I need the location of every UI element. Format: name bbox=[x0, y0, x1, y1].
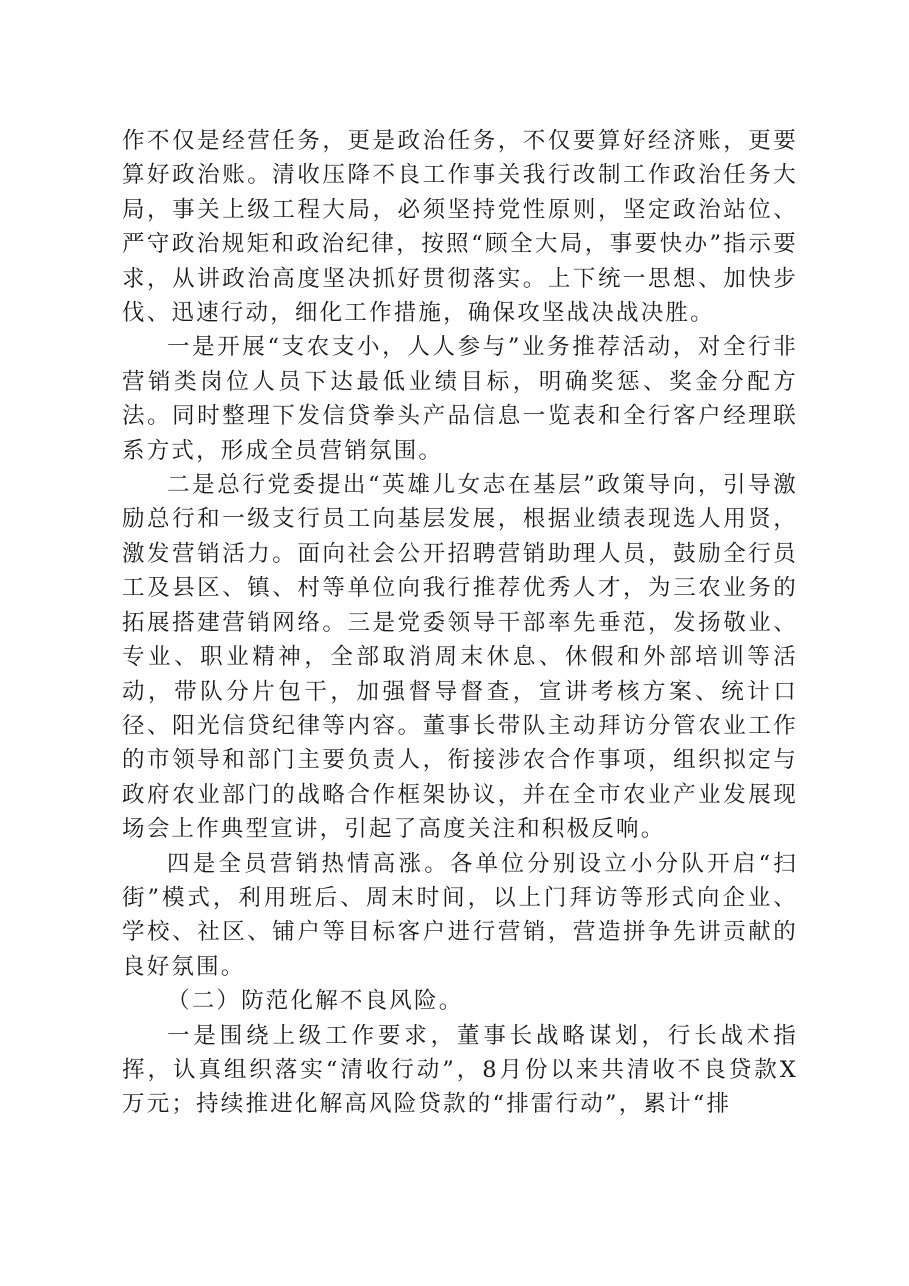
paragraph-point-one: 一是开展“支农支小，人人参与”业务推荐活动，对全行非营销类岗位人员下达最低业绩目标，明确奖惩、奖金分配方法。同时整理下发信贷拳头产品信息一览表和全行客户经理联系方式，形成全员营销氛围。 bbox=[122, 334, 798, 464]
paragraph-point-four: 四是全员营销热情高涨。各单位分别设立小分队开启“扫街”模式，利用班后、周末时间，以上门拜访等形式向企业、学校、社区、铺户等目标客户进行营销，营造拼争先讲贡献的良好氛围。 bbox=[122, 850, 798, 980]
document-body bbox=[122, 124, 798, 1122]
section-heading: （二）防范化解不良风险。 bbox=[167, 988, 464, 1015]
paragraph-point-two-three: 二是总行党委提出“英雄儿女志在基层”政策导向，引导激励总行和一级支行员工向基层发展，根据业绩表现选人用贤，激发营销活力。面向社会公开招聘营销助理人员，鼓励全行员工及县区、镇、村等单位向我行推荐优秀人才，为三农业务的拓展搭建营销网络。三是党委领导干部率先垂范，发扬敬业、专业、职业精神，全部取消周末休息、休假和外部培训等活动，带队分片包干，加强督导督查，宣讲考核方案、统计口径、阳光信贷纪律等内容。董事长带队主动拜访分管农业工作的市领导和部门主要负责人，衔接涉农合作事项，组织拟定与政府农业部门的战略合作框架协议，并在全市农业产业发展现场会上作典型宣讲，引起了高度关注和积极反响。 bbox=[122, 472, 798, 843]
paragraph-risk-point-one: 一是围绕上级工作要求，董事长战略谋划，行长战术指挥，认真组织落实“清收行动”，8月份以来共清收不良贷款X万元；持续推进化解高风险贷款的“排雷行动”，累计“排 bbox=[122, 1022, 798, 1118]
paragraph-continued: 作不仅是经营任务，更是政治任务，不仅要算好经济账，更要算好政治账。清收压降不良工作事关我行改制工作政治任务大局，事关上级工程大局，必须坚持党性原则，坚定政治站位、严守政治规矩和政治纪律，按照“顾全大局，事要快办”指示要求，从讲政治高度坚决抓好贯彻落实。上下统一思想、加快步伐、迅速行动，细化工作措施，确保攻坚战决战决胜。 bbox=[122, 128, 798, 327]
